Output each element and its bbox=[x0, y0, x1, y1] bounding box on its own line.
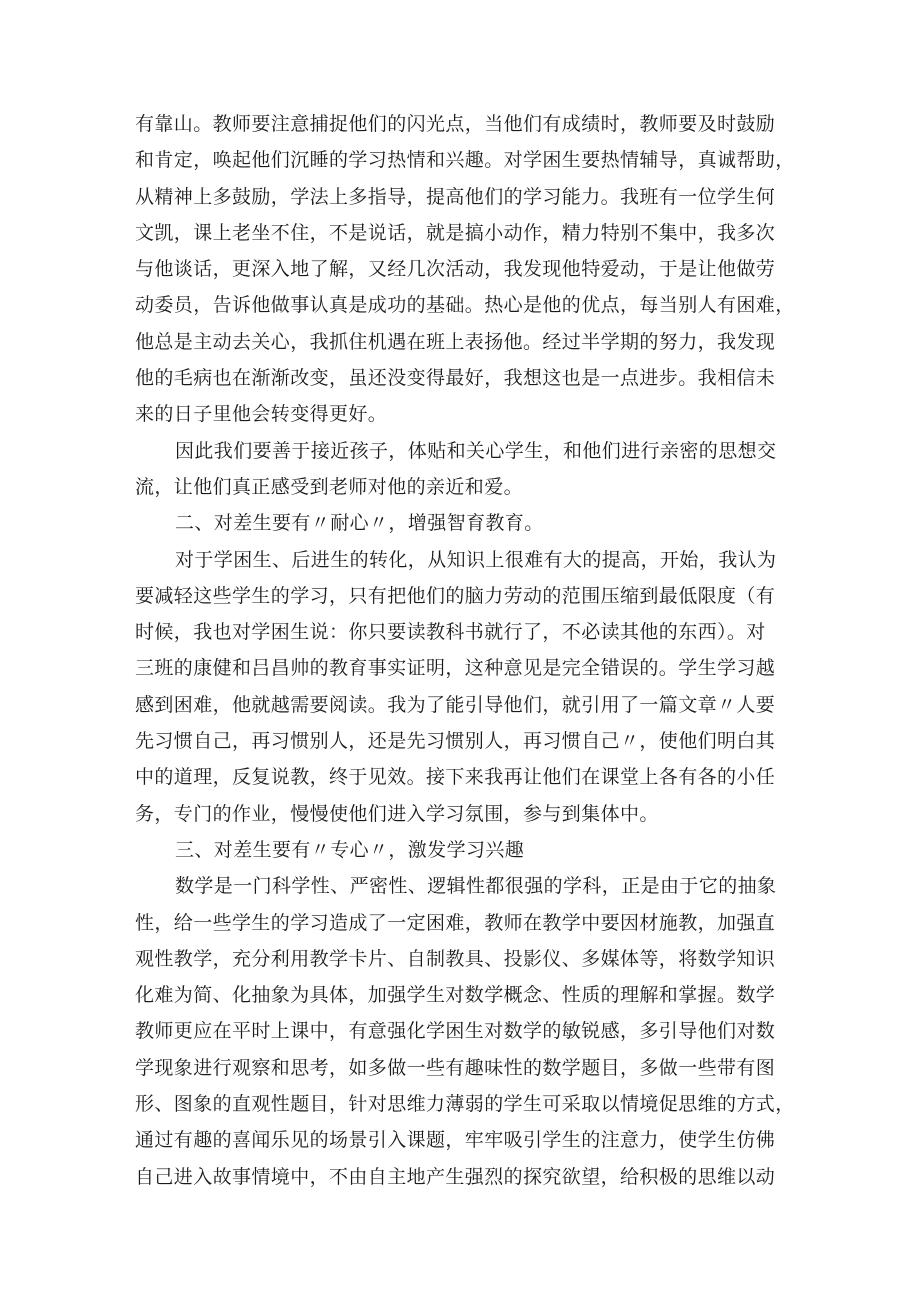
text-line: 通过有趣的喜闻乐见的场景引入课题，牢牢吸引学生的注意力，使学生仿佛 bbox=[135, 1129, 776, 1152]
text-line: 感到困难，他就越需要阅读。我为了能引导他们，就引用了一篇文章〃人要 bbox=[135, 693, 776, 716]
text-line: 自己进入故事情境中，不由自主地产生强烈的探究欲望，给积极的思维以动 bbox=[135, 1165, 776, 1188]
text-line: 学现象进行观察和思考，如多做一些有趣味性的数学题目，多做一些带有图 bbox=[135, 1056, 776, 1079]
text-line: 三、对差生要有〃专心〃，激发学习兴趣 bbox=[175, 838, 525, 861]
text-line: 与他谈话，更深入地了解，又经几次活动，我发现他特爱动，于是让他做劳 bbox=[135, 258, 776, 281]
text-line: 要减轻这些学生的学习，只有把他们的脑力劳动的范围压缩到最低限度（有 bbox=[135, 584, 776, 607]
text-line: 性，给一些学生的学习造成了一定困难，教师在教学中要因材施教，加强直 bbox=[135, 911, 776, 934]
text-line: 形、图象的直观性题目，针对思维力薄弱的学生可采取以情境促思维的方式， bbox=[135, 1093, 795, 1116]
text-line: 数学是一门科学性、严密性、逻辑性都很强的学科，正是由于它的抽象 bbox=[175, 875, 777, 898]
text-line: 先习惯自己，再习惯别人，还是先习惯别人，再习惯自己〃，使他们明白其 bbox=[135, 730, 776, 753]
text-line: 文凯，课上老坐不住，不是说话，就是搞小动作，精力特别不集中，我多次 bbox=[135, 221, 776, 244]
text-line: 有靠山。教师要注意捕捉他们的闪光点，当他们有成绩时，教师要及时鼓励 bbox=[135, 113, 776, 135]
text-line: 三班的康健和吕昌帅的教育事实证明，这种意见是完全错误的。学生学习越 bbox=[135, 657, 776, 680]
text-line: 从精神上多鼓励，学法上多指导，提高他们的学习能力。我班有一位学生何 bbox=[135, 185, 776, 208]
text-line: 来的日子里他会转变得更好。 bbox=[135, 403, 388, 426]
text-line: 对于学困生、后进生的转化，从知识上很难有大的提高，开始，我认为 bbox=[175, 548, 777, 571]
text-line: 中的道理，反复说教，终于见效。接下来我再让他们在课堂上各有各的小任 bbox=[135, 766, 776, 789]
text-line: 务，专门的作业，慢慢使他们进入学习氛围，参与到集体中。 bbox=[135, 802, 659, 825]
text-line: 时候，我也对学困生说：你只要读教科书就行了，不必读其他的东西）。对 bbox=[135, 621, 766, 644]
text-line: 流，让他们真正感受到老师对他的亲近和爱。 bbox=[135, 475, 524, 498]
text-line: 观性教学，充分利用教学卡片、自制教具、投影仪、多媒体等，将数学知识 bbox=[135, 947, 776, 970]
text-line: 教师更应在平时上课中，有意强化学困生对数学的敏锐感，多引导他们对数 bbox=[135, 1020, 776, 1043]
text-line: 他的毛病也在渐渐改变，虽还没变得最好，我想这也是一点进步。我相信未 bbox=[135, 367, 776, 390]
text-line: 因此我们要善于接近孩子，体贴和关心学生，和他们进行亲密的思想交 bbox=[175, 439, 777, 462]
text-line: 化难为简、化抽象为具体，加强学生对数学概念、性质的理解和掌握。数学 bbox=[135, 984, 776, 1007]
body-text bbox=[135, 106, 797, 1195]
text-line: 二、对差生要有〃耐心〃，增强智育教育。 bbox=[175, 512, 544, 535]
text-line: 他总是主动去关心，我抓住机遇在班上表扬他。经过半学期的努力，我发现 bbox=[135, 330, 776, 353]
text-line: 和肯定，唤起他们沉睡的学习热情和兴趣。对学困生要热情辅导，真诚帮助， bbox=[135, 149, 795, 172]
text-line: 动委员，告诉他做事认真是成功的基础。热心是他的优点，每当别人有困难， bbox=[135, 294, 795, 317]
